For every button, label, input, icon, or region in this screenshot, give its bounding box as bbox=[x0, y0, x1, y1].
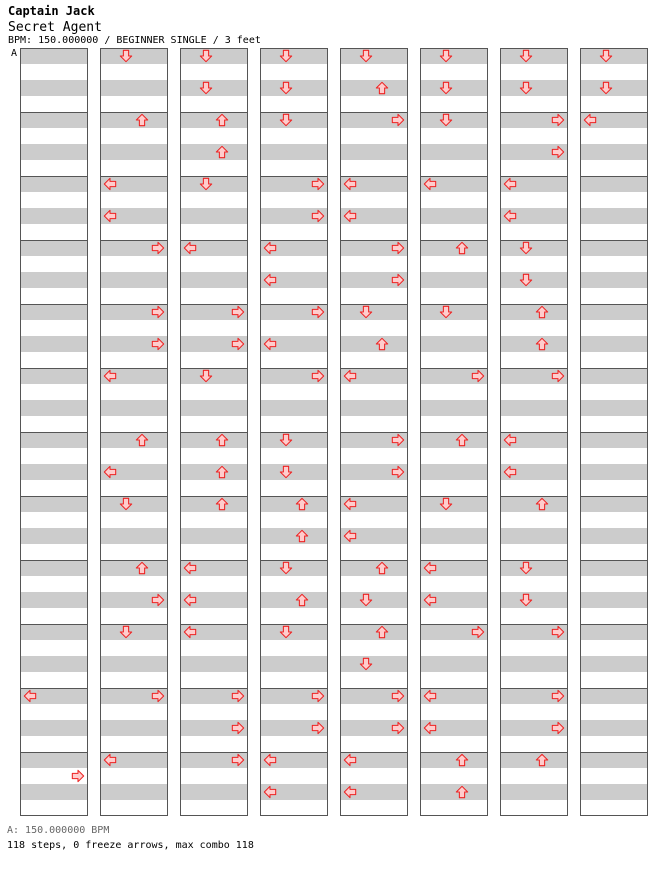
down-arrow-icon bbox=[519, 49, 533, 63]
down-arrow-icon bbox=[439, 497, 453, 511]
up-arrow-icon bbox=[535, 337, 549, 351]
left-arrow-icon bbox=[503, 465, 517, 479]
up-arrow-icon bbox=[215, 145, 229, 159]
up-arrow-icon bbox=[375, 81, 389, 95]
down-arrow-icon bbox=[359, 49, 373, 63]
down-arrow-icon bbox=[519, 593, 533, 607]
left-arrow-icon bbox=[503, 177, 517, 191]
down-arrow-icon bbox=[279, 113, 293, 127]
up-arrow-icon bbox=[295, 529, 309, 543]
right-arrow-icon bbox=[311, 305, 325, 319]
up-arrow-icon bbox=[535, 305, 549, 319]
left-arrow-icon bbox=[423, 689, 437, 703]
right-arrow-icon bbox=[471, 369, 485, 383]
left-arrow-icon bbox=[183, 241, 197, 255]
down-arrow-icon bbox=[519, 81, 533, 95]
left-arrow-icon bbox=[23, 689, 37, 703]
left-arrow-icon bbox=[183, 561, 197, 575]
right-arrow-icon bbox=[391, 273, 405, 287]
right-arrow-icon bbox=[231, 753, 245, 767]
down-arrow-icon bbox=[199, 81, 213, 95]
up-arrow-icon bbox=[455, 241, 469, 255]
down-arrow-icon bbox=[119, 497, 133, 511]
chart-column-8 bbox=[580, 48, 648, 816]
left-arrow-icon bbox=[263, 241, 277, 255]
left-arrow-icon bbox=[423, 721, 437, 735]
up-arrow-icon bbox=[375, 561, 389, 575]
chart-column-5 bbox=[340, 48, 408, 816]
right-arrow-icon bbox=[311, 689, 325, 703]
right-arrow-icon bbox=[151, 689, 165, 703]
down-arrow-icon bbox=[199, 49, 213, 63]
left-arrow-icon bbox=[103, 753, 117, 767]
right-arrow-icon bbox=[311, 721, 325, 735]
column-border bbox=[580, 48, 648, 816]
step-stats: 118 steps, 0 freeze arrows, max combo 118 bbox=[7, 840, 254, 851]
down-arrow-icon bbox=[599, 49, 613, 63]
right-arrow-icon bbox=[551, 369, 565, 383]
down-arrow-icon bbox=[519, 241, 533, 255]
right-arrow-icon bbox=[551, 113, 565, 127]
down-arrow-icon bbox=[519, 273, 533, 287]
left-arrow-icon bbox=[423, 561, 437, 575]
up-arrow-icon bbox=[215, 433, 229, 447]
bpm-marker: A bbox=[11, 48, 18, 59]
left-arrow-icon bbox=[263, 337, 277, 351]
right-arrow-icon bbox=[551, 145, 565, 159]
chart-column-3 bbox=[180, 48, 248, 816]
right-arrow-icon bbox=[391, 433, 405, 447]
down-arrow-icon bbox=[599, 81, 613, 95]
left-arrow-icon bbox=[423, 593, 437, 607]
up-arrow-icon bbox=[295, 497, 309, 511]
down-arrow-icon bbox=[439, 49, 453, 63]
bpm-legend: A: 150.000000 BPM bbox=[7, 825, 110, 836]
up-arrow-icon bbox=[375, 625, 389, 639]
right-arrow-icon bbox=[231, 337, 245, 351]
down-arrow-icon bbox=[279, 625, 293, 639]
right-arrow-icon bbox=[391, 113, 405, 127]
up-arrow-icon bbox=[535, 753, 549, 767]
left-arrow-icon bbox=[343, 369, 357, 383]
up-arrow-icon bbox=[135, 433, 149, 447]
right-arrow-icon bbox=[471, 625, 485, 639]
song-title: Captain Jack bbox=[8, 4, 95, 18]
down-arrow-icon bbox=[439, 113, 453, 127]
down-arrow-icon bbox=[279, 49, 293, 63]
left-arrow-icon bbox=[103, 209, 117, 223]
right-arrow-icon bbox=[391, 241, 405, 255]
right-arrow-icon bbox=[151, 337, 165, 351]
up-arrow-icon bbox=[215, 497, 229, 511]
down-arrow-icon bbox=[439, 81, 453, 95]
right-arrow-icon bbox=[311, 369, 325, 383]
up-arrow-icon bbox=[215, 465, 229, 479]
left-arrow-icon bbox=[583, 113, 597, 127]
left-arrow-icon bbox=[503, 209, 517, 223]
left-arrow-icon bbox=[503, 433, 517, 447]
right-arrow-icon bbox=[551, 689, 565, 703]
down-arrow-icon bbox=[199, 177, 213, 191]
right-arrow-icon bbox=[71, 769, 85, 783]
left-arrow-icon bbox=[103, 177, 117, 191]
left-arrow-icon bbox=[343, 209, 357, 223]
left-arrow-icon bbox=[343, 529, 357, 543]
left-arrow-icon bbox=[103, 369, 117, 383]
right-arrow-icon bbox=[231, 721, 245, 735]
right-arrow-icon bbox=[151, 241, 165, 255]
right-arrow-icon bbox=[551, 721, 565, 735]
right-arrow-icon bbox=[151, 593, 165, 607]
right-arrow-icon bbox=[391, 689, 405, 703]
right-arrow-icon bbox=[551, 625, 565, 639]
right-arrow-icon bbox=[311, 177, 325, 191]
left-arrow-icon bbox=[343, 753, 357, 767]
left-arrow-icon bbox=[183, 625, 197, 639]
right-arrow-icon bbox=[231, 689, 245, 703]
up-arrow-icon bbox=[455, 433, 469, 447]
right-arrow-icon bbox=[391, 465, 405, 479]
chart-column-6 bbox=[420, 48, 488, 816]
up-arrow-icon bbox=[135, 113, 149, 127]
right-arrow-icon bbox=[231, 305, 245, 319]
left-arrow-icon bbox=[103, 465, 117, 479]
up-arrow-icon bbox=[455, 753, 469, 767]
down-arrow-icon bbox=[359, 593, 373, 607]
left-arrow-icon bbox=[263, 753, 277, 767]
left-arrow-icon bbox=[183, 593, 197, 607]
up-arrow-icon bbox=[455, 785, 469, 799]
down-arrow-icon bbox=[199, 369, 213, 383]
down-arrow-icon bbox=[279, 465, 293, 479]
chart-column-2 bbox=[100, 48, 168, 816]
up-arrow-icon bbox=[135, 561, 149, 575]
up-arrow-icon bbox=[295, 593, 309, 607]
up-arrow-icon bbox=[215, 113, 229, 127]
down-arrow-icon bbox=[279, 433, 293, 447]
left-arrow-icon bbox=[343, 785, 357, 799]
up-arrow-icon bbox=[535, 497, 549, 511]
chart-meta: BPM: 150.000000 / BEGINNER SINGLE / 3 feet bbox=[8, 35, 261, 46]
down-arrow-icon bbox=[439, 305, 453, 319]
down-arrow-icon bbox=[119, 49, 133, 63]
down-arrow-icon bbox=[359, 657, 373, 671]
down-arrow-icon bbox=[279, 561, 293, 575]
down-arrow-icon bbox=[359, 305, 373, 319]
left-arrow-icon bbox=[423, 177, 437, 191]
chart-column-7 bbox=[500, 48, 568, 816]
chart-column-1 bbox=[20, 48, 88, 816]
song-artist: Secret Agent bbox=[8, 20, 102, 35]
left-arrow-icon bbox=[343, 497, 357, 511]
chart-column-4 bbox=[260, 48, 328, 816]
down-arrow-icon bbox=[519, 561, 533, 575]
up-arrow-icon bbox=[375, 337, 389, 351]
down-arrow-icon bbox=[279, 81, 293, 95]
right-arrow-icon bbox=[151, 305, 165, 319]
left-arrow-icon bbox=[263, 273, 277, 287]
right-arrow-icon bbox=[311, 209, 325, 223]
left-arrow-icon bbox=[343, 177, 357, 191]
down-arrow-icon bbox=[119, 625, 133, 639]
left-arrow-icon bbox=[263, 785, 277, 799]
right-arrow-icon bbox=[391, 721, 405, 735]
